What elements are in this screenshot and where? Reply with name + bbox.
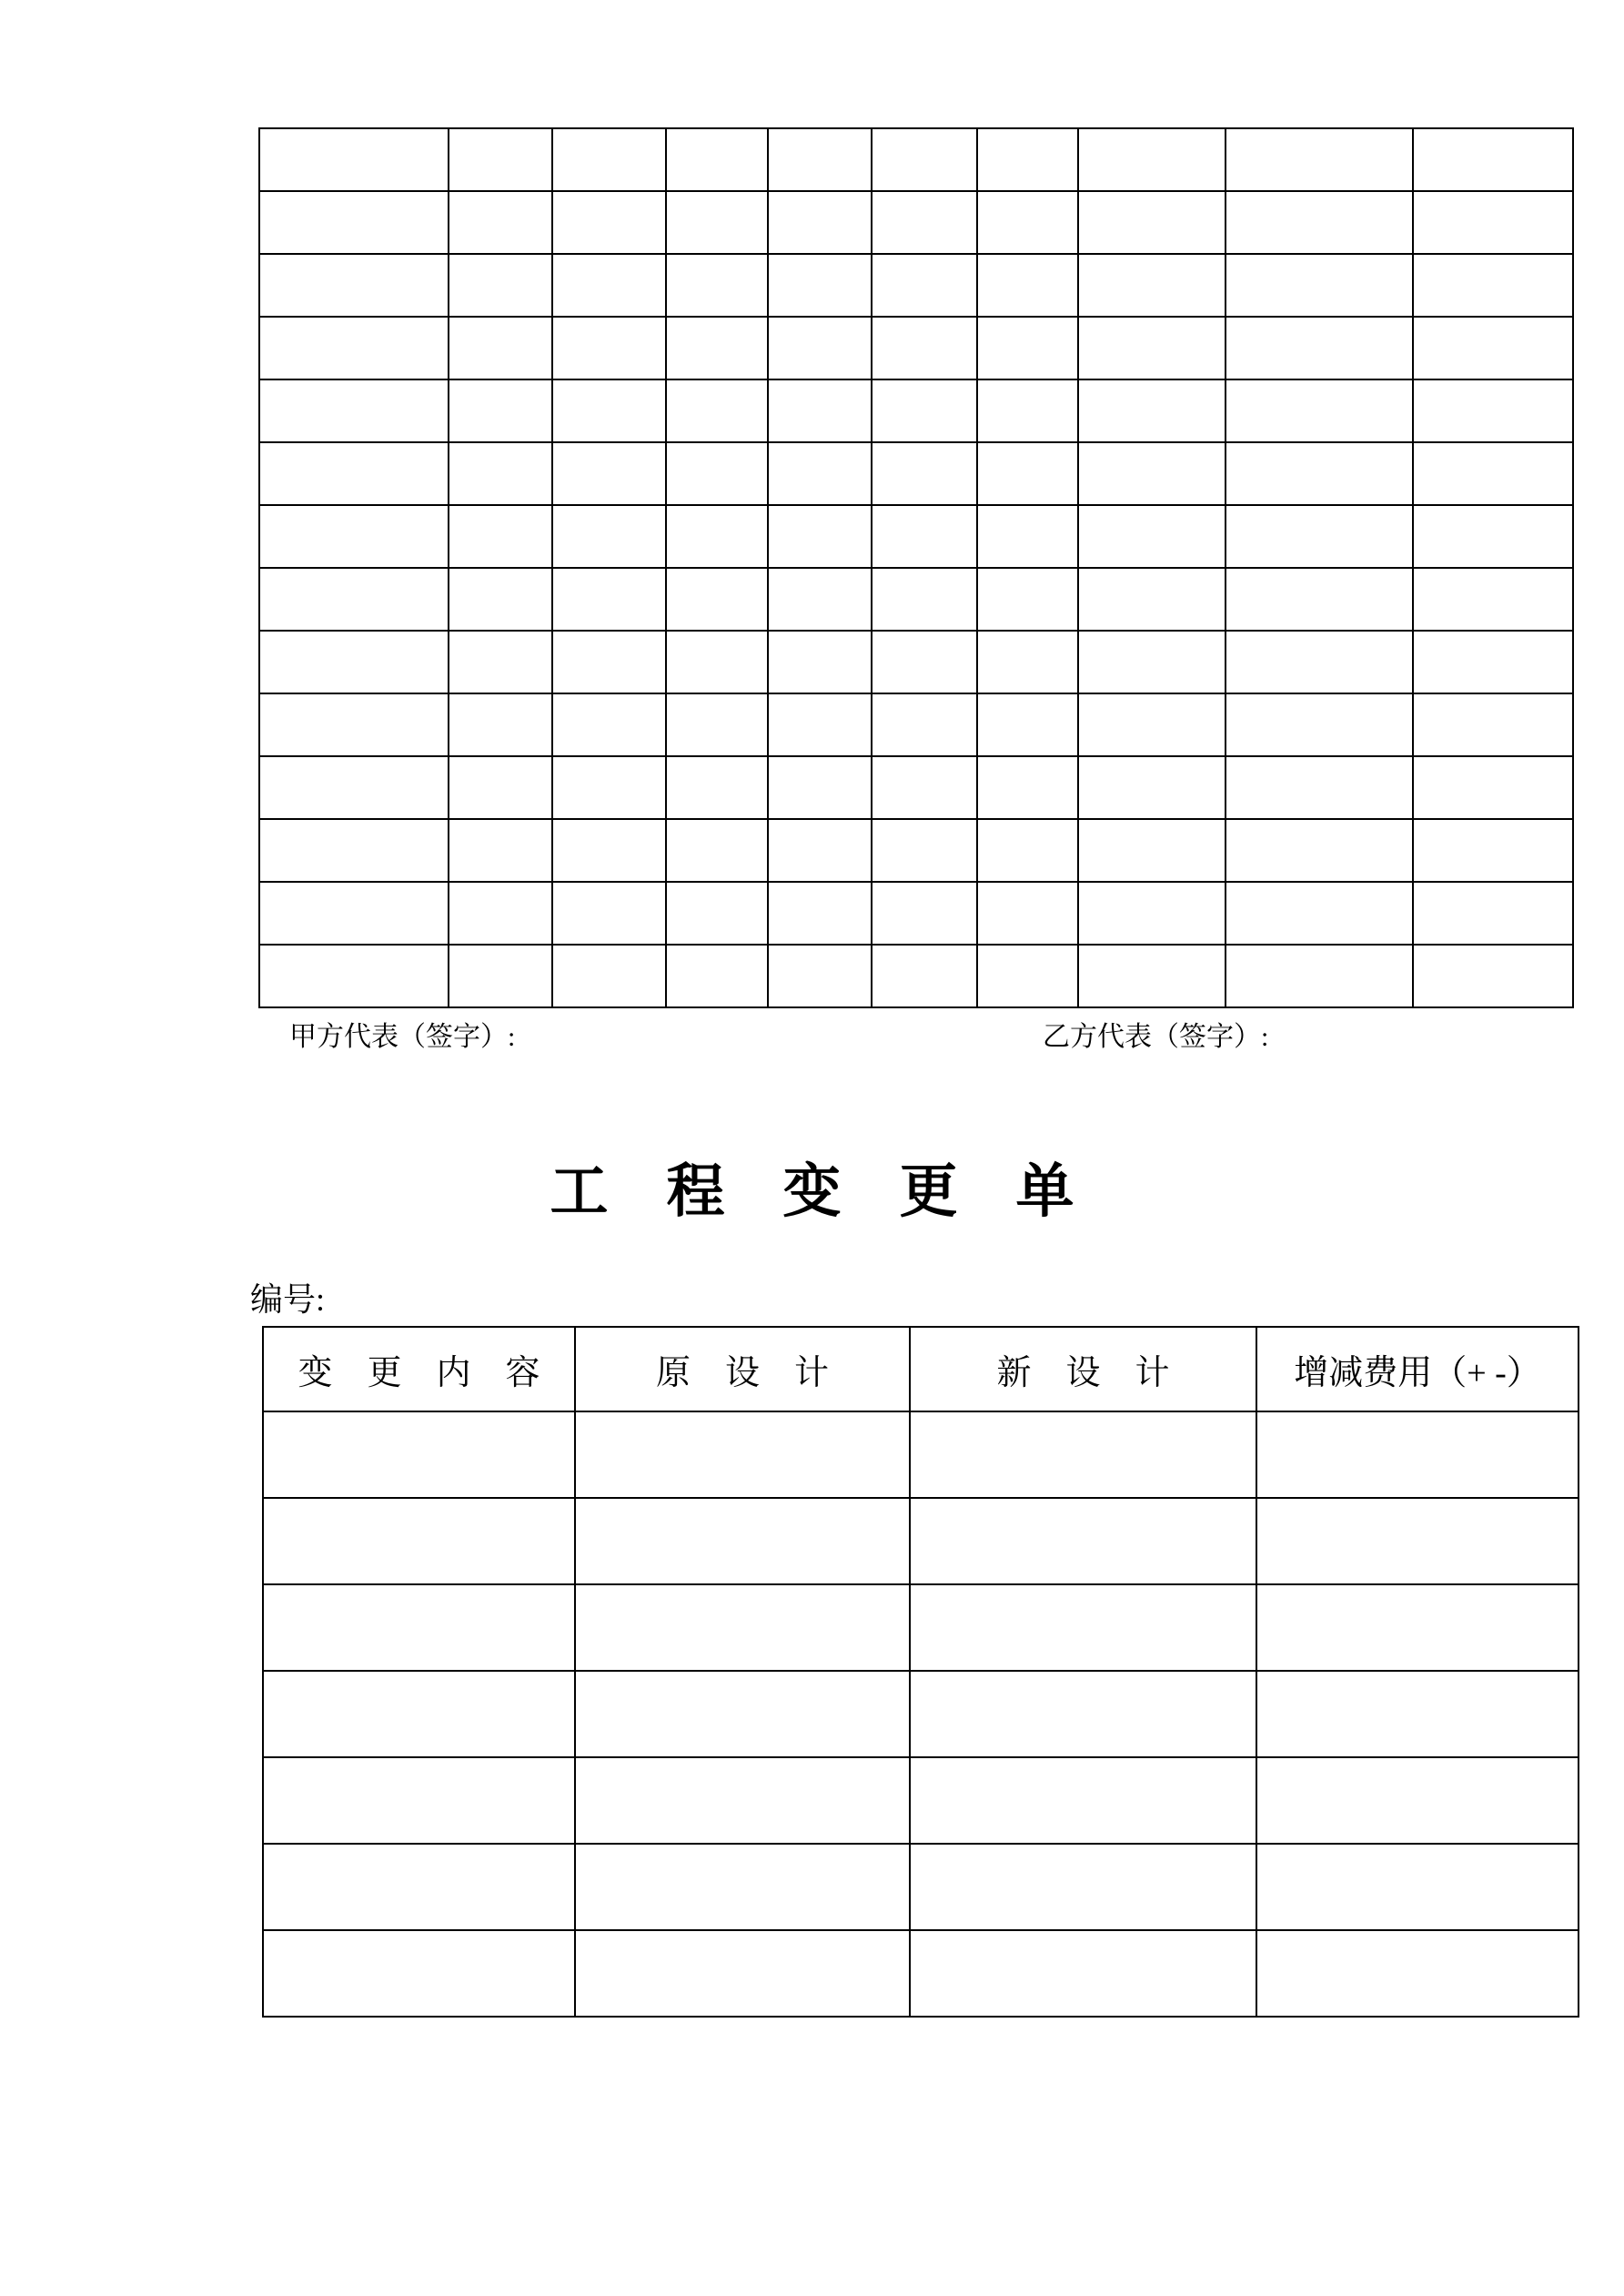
grid-cell-r5c1[interactable]	[259, 379, 449, 442]
grid-cell-r1c8[interactable]	[1078, 128, 1226, 191]
grid-cell-r2c9[interactable]	[1226, 191, 1413, 254]
grid-cell-r11c5[interactable]	[768, 756, 872, 819]
page-title: 工 程 变 更 单	[550, 1159, 1074, 1224]
grid-cell-r11c2[interactable]	[449, 756, 552, 819]
grid-cell-r2c8[interactable]	[1078, 191, 1226, 254]
grid-cell-r10c8[interactable]	[1078, 693, 1226, 756]
grid-cell-r11c3[interactable]	[552, 756, 666, 819]
change-cell-r1c4[interactable]	[1256, 1411, 1579, 1498]
grid-cell-r3c9[interactable]	[1226, 254, 1413, 317]
grid-cell-r12c9[interactable]	[1226, 819, 1413, 882]
change-cell-r3c3[interactable]	[910, 1584, 1256, 1671]
change-row-7	[263, 1930, 1579, 2017]
grid-cell-r3c6[interactable]	[872, 254, 977, 317]
grid-cell-r6c6[interactable]	[872, 442, 977, 505]
grid-row-3	[259, 254, 1573, 317]
change-cell-r5c3[interactable]	[910, 1757, 1256, 1844]
grid-cell-r7c4[interactable]	[666, 505, 768, 568]
grid-row-11	[259, 756, 1573, 819]
change-table-header-2: 原 设 计	[575, 1327, 910, 1411]
grid-cell-r11c1[interactable]	[259, 756, 449, 819]
grid-cell-r8c2[interactable]	[449, 568, 552, 631]
grid-cell-r13c2[interactable]	[449, 882, 552, 945]
grid-cell-r2c7[interactable]	[977, 191, 1078, 254]
grid-cell-r7c9[interactable]	[1226, 505, 1413, 568]
grid-cell-r10c5[interactable]	[768, 693, 872, 756]
grid-cell-r4c1[interactable]	[259, 317, 449, 379]
grid-row-2	[259, 191, 1573, 254]
party-a-signature-label: 甲方代表（签字）:	[289, 1022, 516, 1052]
change-cell-r6c3[interactable]	[910, 1844, 1256, 1930]
grid-cell-r7c7[interactable]	[977, 505, 1078, 568]
change-cell-r7c2[interactable]	[575, 1930, 910, 2017]
grid-cell-r1c3[interactable]	[552, 128, 666, 191]
doc-number-label: 编号:	[250, 1281, 326, 1318]
grid-cell-r1c4[interactable]	[666, 128, 768, 191]
grid-cell-r13c10[interactable]	[1413, 882, 1573, 945]
grid-cell-r7c6[interactable]	[872, 505, 977, 568]
grid-cell-r11c4[interactable]	[666, 756, 768, 819]
grid-cell-r8c9[interactable]	[1226, 568, 1413, 631]
grid-cell-r12c5[interactable]	[768, 819, 872, 882]
change-table-header-4: 增减费用（+ -）	[1256, 1327, 1579, 1411]
grid-cell-r10c10[interactable]	[1413, 693, 1573, 756]
grid-cell-r14c8[interactable]	[1078, 945, 1226, 1007]
grid-cell-r9c10[interactable]	[1413, 631, 1573, 693]
change-row-5	[263, 1757, 1579, 1844]
grid-cell-r3c7[interactable]	[977, 254, 1078, 317]
grid-row-5	[259, 379, 1573, 442]
grid-cell-r4c9[interactable]	[1226, 317, 1413, 379]
grid-cell-r3c2[interactable]	[449, 254, 552, 317]
grid-cell-r11c8[interactable]	[1078, 756, 1226, 819]
change-row-2	[263, 1498, 1579, 1584]
grid-cell-r10c7[interactable]	[977, 693, 1078, 756]
grid-cell-r14c4[interactable]	[666, 945, 768, 1007]
change-cell-r2c3[interactable]	[910, 1498, 1256, 1584]
grid-cell-r6c4[interactable]	[666, 442, 768, 505]
change-cell-r1c1[interactable]	[263, 1411, 575, 1498]
grid-cell-r2c4[interactable]	[666, 191, 768, 254]
grid-cell-r12c7[interactable]	[977, 819, 1078, 882]
grid-cell-r6c10[interactable]	[1413, 442, 1573, 505]
grid-cell-r14c5[interactable]	[768, 945, 872, 1007]
grid-cell-r13c4[interactable]	[666, 882, 768, 945]
grid-cell-r6c2[interactable]	[449, 442, 552, 505]
change-cell-r7c3[interactable]	[910, 1930, 1256, 2017]
grid-cell-r6c1[interactable]	[259, 442, 449, 505]
grid-cell-r4c5[interactable]	[768, 317, 872, 379]
change-order-table	[262, 1326, 1579, 2018]
change-row-3	[263, 1584, 1579, 1671]
grid-cell-r11c10[interactable]	[1413, 756, 1573, 819]
grid-cell-r14c7[interactable]	[977, 945, 1078, 1007]
grid-cell-r9c4[interactable]	[666, 631, 768, 693]
grid-cell-r9c2[interactable]	[449, 631, 552, 693]
grid-cell-r11c7[interactable]	[977, 756, 1078, 819]
grid-cell-r5c3[interactable]	[552, 379, 666, 442]
grid-cell-r9c1[interactable]	[259, 631, 449, 693]
grid-cell-r12c3[interactable]	[552, 819, 666, 882]
grid-cell-r7c10[interactable]	[1413, 505, 1573, 568]
grid-cell-r13c7[interactable]	[977, 882, 1078, 945]
grid-cell-r1c10[interactable]	[1413, 128, 1573, 191]
grid-cell-r1c9[interactable]	[1226, 128, 1413, 191]
change-cell-r4c4[interactable]	[1256, 1671, 1579, 1757]
grid-cell-r3c3[interactable]	[552, 254, 666, 317]
grid-cell-r5c5[interactable]	[768, 379, 872, 442]
grid-row-10	[259, 693, 1573, 756]
grid-cell-r2c6[interactable]	[872, 191, 977, 254]
grid-cell-r13c6[interactable]	[872, 882, 977, 945]
grid-cell-r14c3[interactable]	[552, 945, 666, 1007]
grid-cell-r7c2[interactable]	[449, 505, 552, 568]
grid-cell-r1c1[interactable]	[259, 128, 449, 191]
grid-cell-r2c1[interactable]	[259, 191, 449, 254]
grid-cell-r2c5[interactable]	[768, 191, 872, 254]
change-cell-r1c3[interactable]	[910, 1411, 1256, 1498]
grid-cell-r14c6[interactable]	[872, 945, 977, 1007]
grid-cell-r4c4[interactable]	[666, 317, 768, 379]
grid-cell-r4c6[interactable]	[872, 317, 977, 379]
grid-cell-r13c5[interactable]	[768, 882, 872, 945]
grid-cell-r10c2[interactable]	[449, 693, 552, 756]
grid-row-13	[259, 882, 1573, 945]
grid-cell-r8c7[interactable]	[977, 568, 1078, 631]
grid-cell-r5c10[interactable]	[1413, 379, 1573, 442]
change-table-header-row	[263, 1327, 1579, 1411]
grid-cell-r8c10[interactable]	[1413, 568, 1573, 631]
grid-cell-r5c6[interactable]	[872, 379, 977, 442]
grid-cell-r12c6[interactable]	[872, 819, 977, 882]
grid-cell-r1c6[interactable]	[872, 128, 977, 191]
change-cell-r3c1[interactable]	[263, 1584, 575, 1671]
signature-row	[0, 1019, 1624, 1056]
grid-cell-r4c8[interactable]	[1078, 317, 1226, 379]
grid-cell-r14c10[interactable]	[1413, 945, 1573, 1007]
grid-cell-r4c10[interactable]	[1413, 317, 1573, 379]
change-cell-r4c3[interactable]	[910, 1671, 1256, 1757]
change-cell-r3c2[interactable]	[575, 1584, 910, 1671]
change-cell-r4c1[interactable]	[263, 1671, 575, 1757]
grid-cell-r6c9[interactable]	[1226, 442, 1413, 505]
change-cell-r7c4[interactable]	[1256, 1930, 1579, 2017]
change-cell-r2c2[interactable]	[575, 1498, 910, 1584]
grid-cell-r1c5[interactable]	[768, 128, 872, 191]
change-cell-r1c2[interactable]	[575, 1411, 910, 1498]
grid-cell-r5c4[interactable]	[666, 379, 768, 442]
grid-cell-r12c8[interactable]	[1078, 819, 1226, 882]
grid-cell-r4c3[interactable]	[552, 317, 666, 379]
grid-cell-r7c5[interactable]	[768, 505, 872, 568]
grid-row-4	[259, 317, 1573, 379]
grid-row-1	[259, 128, 1573, 191]
change-table-header-1: 变 更 内 容	[263, 1327, 575, 1411]
grid-table-body	[259, 128, 1573, 1007]
grid-cell-r6c5[interactable]	[768, 442, 872, 505]
grid-cell-r8c8[interactable]	[1078, 568, 1226, 631]
grid-cell-r7c1[interactable]	[259, 505, 449, 568]
grid-cell-r13c9[interactable]	[1226, 882, 1413, 945]
grid-cell-r14c1[interactable]	[259, 945, 449, 1007]
grid-cell-r13c8[interactable]	[1078, 882, 1226, 945]
grid-cell-r3c10[interactable]	[1413, 254, 1573, 317]
change-row-6	[263, 1844, 1579, 1930]
grid-cell-r10c9[interactable]	[1226, 693, 1413, 756]
change-row-1	[263, 1411, 1579, 1498]
grid-cell-r8c4[interactable]	[666, 568, 768, 631]
grid-cell-r9c9[interactable]	[1226, 631, 1413, 693]
change-table-body	[263, 1411, 1579, 2017]
grid-cell-r2c3[interactable]	[552, 191, 666, 254]
party-b-signature-label: 乙方代表（签字）:	[1043, 1022, 1269, 1052]
grid-cell-r12c1[interactable]	[259, 819, 449, 882]
grid-cell-r10c1[interactable]	[259, 693, 449, 756]
grid-cell-r7c8[interactable]	[1078, 505, 1226, 568]
change-table-header-3: 新 设 计	[910, 1327, 1256, 1411]
blank-grid-table	[258, 127, 1574, 1008]
grid-cell-r7c3[interactable]	[552, 505, 666, 568]
grid-row-14	[259, 945, 1573, 1007]
grid-cell-r11c9[interactable]	[1226, 756, 1413, 819]
grid-cell-r9c3[interactable]	[552, 631, 666, 693]
grid-cell-r3c1[interactable]	[259, 254, 449, 317]
grid-cell-r14c2[interactable]	[449, 945, 552, 1007]
grid-cell-r8c1[interactable]	[259, 568, 449, 631]
grid-cell-r2c2[interactable]	[449, 191, 552, 254]
grid-cell-r3c4[interactable]	[666, 254, 768, 317]
grid-cell-r5c7[interactable]	[977, 379, 1078, 442]
grid-cell-r1c7[interactable]	[977, 128, 1078, 191]
grid-cell-r5c9[interactable]	[1226, 379, 1413, 442]
grid-cell-r6c3[interactable]	[552, 442, 666, 505]
grid-cell-r9c5[interactable]	[768, 631, 872, 693]
grid-cell-r6c7[interactable]	[977, 442, 1078, 505]
change-cell-r5c2[interactable]	[575, 1757, 910, 1844]
change-cell-r2c1[interactable]	[263, 1498, 575, 1584]
grid-cell-r8c3[interactable]	[552, 568, 666, 631]
grid-cell-r8c5[interactable]	[768, 568, 872, 631]
grid-cell-r12c2[interactable]	[449, 819, 552, 882]
grid-cell-r4c2[interactable]	[449, 317, 552, 379]
grid-cell-r11c6[interactable]	[872, 756, 977, 819]
grid-cell-r5c2[interactable]	[449, 379, 552, 442]
change-cell-r3c4[interactable]	[1256, 1584, 1579, 1671]
change-cell-r6c2[interactable]	[575, 1844, 910, 1930]
grid-row-12	[259, 819, 1573, 882]
grid-cell-r12c4[interactable]	[666, 819, 768, 882]
grid-row-6	[259, 442, 1573, 505]
grid-row-8	[259, 568, 1573, 631]
change-row-4	[263, 1671, 1579, 1757]
change-cell-r2c4[interactable]	[1256, 1498, 1579, 1584]
grid-cell-r5c8[interactable]	[1078, 379, 1226, 442]
grid-cell-r10c4[interactable]	[666, 693, 768, 756]
grid-cell-r9c8[interactable]	[1078, 631, 1226, 693]
grid-cell-r6c8[interactable]	[1078, 442, 1226, 505]
grid-cell-r3c5[interactable]	[768, 254, 872, 317]
change-cell-r5c4[interactable]	[1256, 1757, 1579, 1844]
grid-cell-r10c3[interactable]	[552, 693, 666, 756]
grid-cell-r1c2[interactable]	[449, 128, 552, 191]
grid-cell-r9c6[interactable]	[872, 631, 977, 693]
grid-row-9	[259, 631, 1573, 693]
grid-cell-r13c3[interactable]	[552, 882, 666, 945]
change-cell-r7c1[interactable]	[263, 1930, 575, 2017]
change-cell-r6c4[interactable]	[1256, 1844, 1579, 1930]
grid-cell-r14c9[interactable]	[1226, 945, 1413, 1007]
grid-cell-r8c6[interactable]	[872, 568, 977, 631]
grid-cell-r4c7[interactable]	[977, 317, 1078, 379]
grid-cell-r9c7[interactable]	[977, 631, 1078, 693]
grid-cell-r12c10[interactable]	[1413, 819, 1573, 882]
change-cell-r5c1[interactable]	[263, 1757, 575, 1844]
grid-cell-r10c6[interactable]	[872, 693, 977, 756]
change-cell-r4c2[interactable]	[575, 1671, 910, 1757]
grid-cell-r2c10[interactable]	[1413, 191, 1573, 254]
grid-cell-r3c8[interactable]	[1078, 254, 1226, 317]
grid-cell-r13c1[interactable]	[259, 882, 449, 945]
change-cell-r6c1[interactable]	[263, 1844, 575, 1930]
grid-row-7	[259, 505, 1573, 568]
